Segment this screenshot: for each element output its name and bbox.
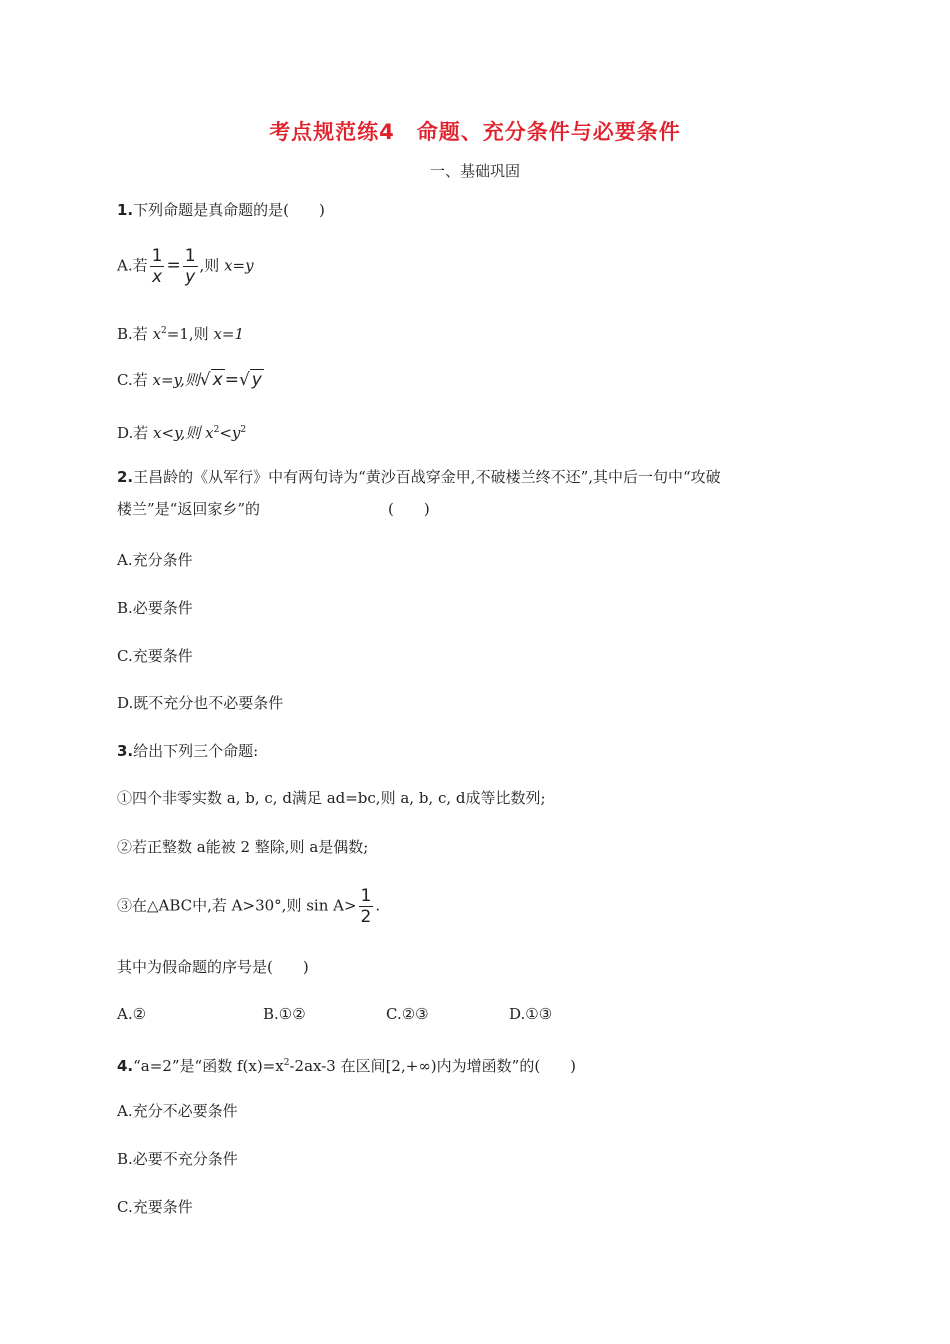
sqrt-x: √ x (199, 370, 223, 390)
period: . (375, 896, 381, 915)
q4-option-a: A.充分不必要条件 (117, 1102, 238, 1120)
result-text: x=y (224, 256, 254, 275)
q3-option-b: B.①② (263, 1005, 306, 1023)
then-text: ,则 (199, 256, 220, 275)
option-label: C.若 (117, 371, 148, 389)
q2-option-b: B.必要条件 (117, 599, 193, 617)
question-stem: 下列命题是真命题的是( ) (133, 201, 325, 219)
question-number: 2. (117, 468, 134, 486)
page-title: 考点规范练4 命题、充分条件与必要条件 (269, 120, 681, 144)
answer-paren: ( ) (388, 500, 430, 518)
question-stem: 给出下列三个命题: (133, 742, 259, 760)
exponent: 2 (283, 1058, 290, 1068)
variable-x: x (205, 424, 214, 442)
question-stem: 王昌龄的《从军行》中有两句诗为“黄沙百战穿金甲,不破楼兰终不还”,其中后一句中“攻破 (133, 468, 721, 486)
condition-rest: =1,则 (166, 325, 209, 343)
option-label: D.若 (117, 424, 149, 442)
question-stem: “a=2”是“函数 f(x)=x (133, 1057, 284, 1075)
question-2-line-1 (117, 466, 721, 488)
equals-sign: = (166, 255, 181, 276)
variable-y: y (231, 424, 241, 442)
q3-option-d: D.①③ (509, 1005, 553, 1023)
question-2-line-2 (117, 498, 260, 520)
denominator: y (185, 267, 196, 287)
question-4 (117, 1052, 576, 1077)
numerator: 1 (151, 246, 163, 266)
fraction-1-over-x (150, 246, 165, 287)
result-text: x=1 (213, 325, 245, 343)
question-3 (117, 740, 258, 762)
q2-option-c: C.充要条件 (117, 647, 193, 665)
condition-text: x=y,则 (152, 371, 200, 389)
q1-option-b (117, 320, 244, 345)
statement-2: ②若正整数 a能被 2 整除,则 a是偶数; (117, 838, 369, 856)
option-label: B.若 (117, 325, 148, 343)
q3-option-c: C.②③ (386, 1005, 429, 1023)
q4-option-b: B.必要不充分条件 (117, 1150, 238, 1168)
option-label: A.若 (117, 256, 148, 275)
statement-3-text: ③在△ABC中,若 A>30°,则 sin A> (117, 896, 357, 915)
q3-option-a: A.② (117, 1005, 147, 1023)
statement-1: ①四个非零实数 a, b, c, d满足 ad=bc,则 a, b, c, d成等比数列; (117, 789, 546, 807)
exponent: 2 (213, 425, 220, 435)
exponent: 2 (161, 326, 167, 336)
exponent: 2 (240, 425, 247, 435)
denominator: x (151, 267, 163, 287)
numerator: 1 (360, 886, 372, 906)
fraction-one-half (359, 886, 374, 927)
question-stem-cont: 楼兰”是“返回家乡”的 (117, 500, 261, 518)
question-number: 1. (117, 201, 134, 219)
question-3-ask: 其中为假命题的序号是( ) (117, 958, 309, 976)
less-than: < (219, 424, 232, 442)
radicand: y (251, 370, 262, 390)
denominator: 2 (360, 907, 372, 927)
section-heading: 一、基础巩固 (429, 162, 520, 180)
statement-3 (117, 886, 380, 927)
q2-option-d: D.既不充分也不必要条件 (117, 694, 284, 712)
condition-text: x<y,则 (153, 424, 201, 442)
question-number: 4. (117, 1057, 134, 1075)
equals-sign: = (224, 370, 239, 390)
fraction-1-over-y (183, 246, 198, 287)
q1-option-c (117, 369, 264, 391)
question-number: 3. (117, 742, 134, 760)
q1-option-d (117, 419, 246, 444)
question-1 (117, 199, 325, 221)
radicand: x (212, 370, 223, 390)
numerator: 1 (184, 246, 196, 266)
sqrt-y: √ y (238, 370, 262, 390)
variable-x: x (152, 325, 162, 343)
q4-option-c: C.充要条件 (117, 1198, 193, 1216)
q2-option-a: A.充分条件 (117, 551, 193, 569)
question-stem-rest: -2ax-3 在区间[2,+∞)内为增函数”的( ) (289, 1057, 577, 1075)
q1-option-a (117, 246, 254, 287)
